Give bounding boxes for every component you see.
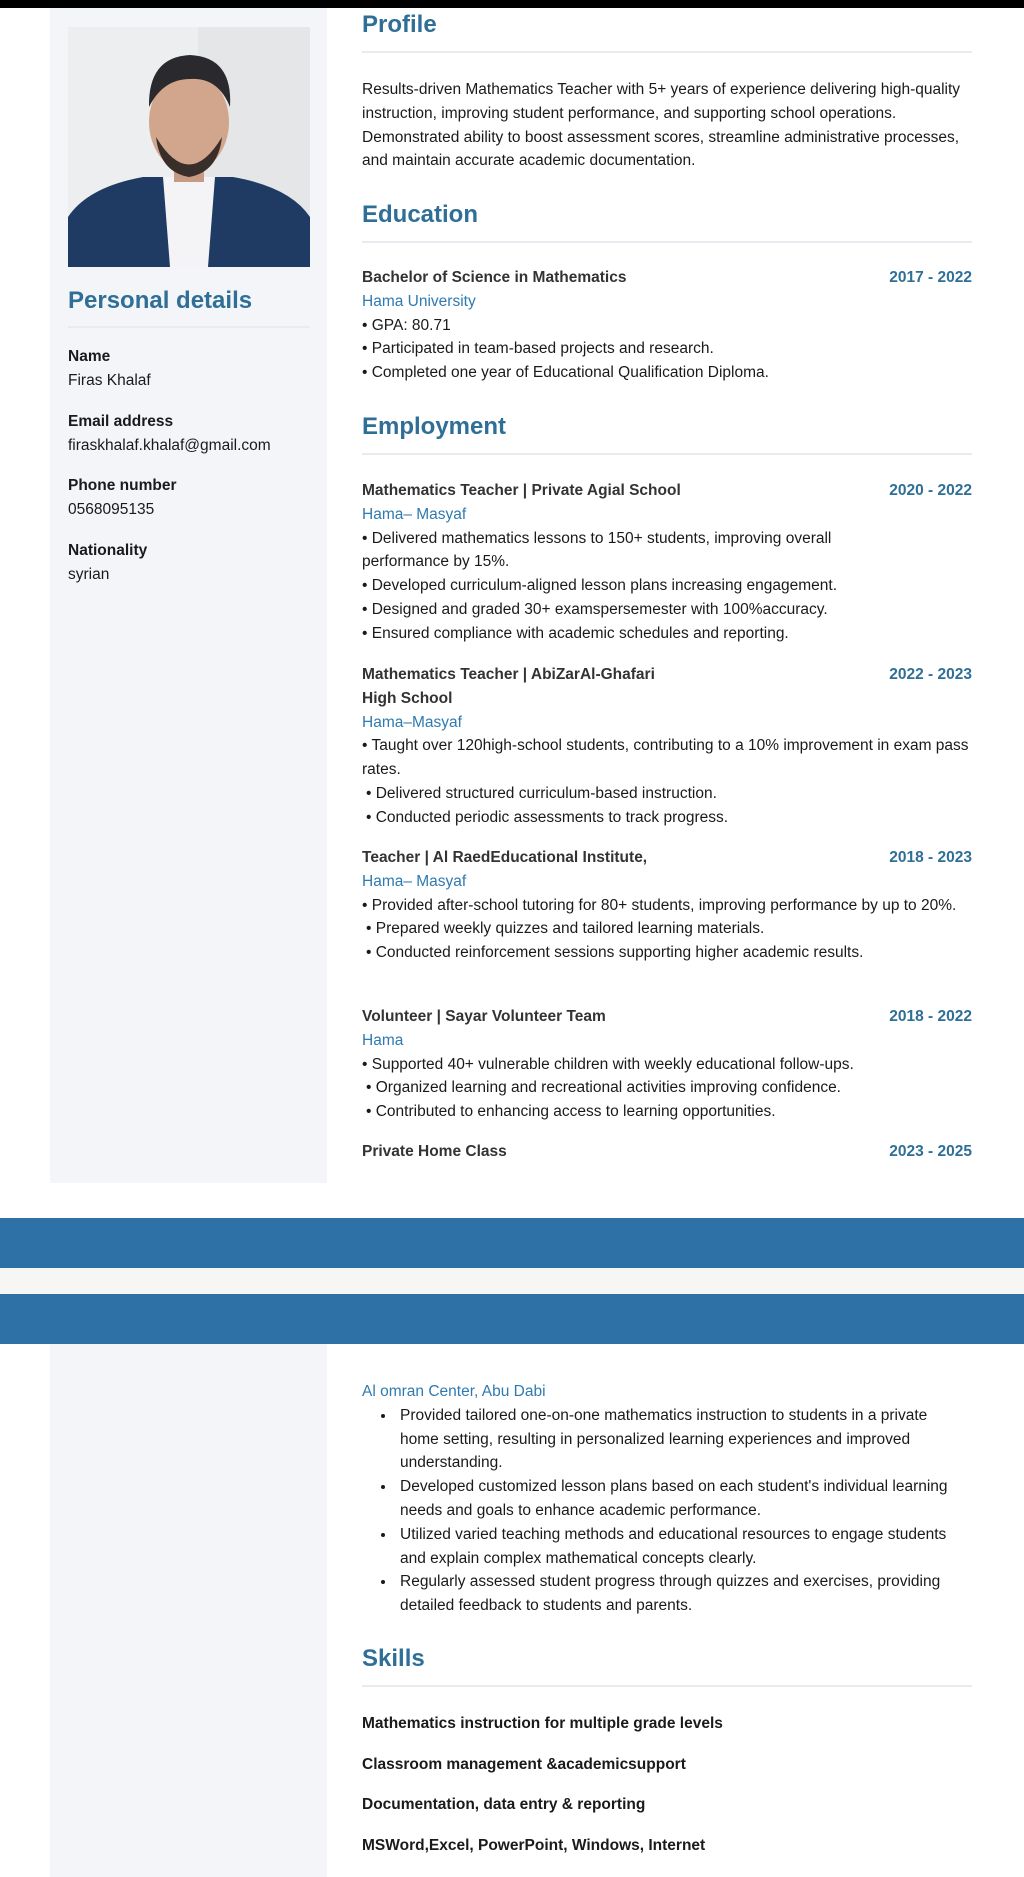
bullet: • Organized learning and recreational activities improving confidence. — [366, 1079, 841, 1097]
bullet: • Completed one year of Educational Qualification Diploma. — [362, 364, 769, 382]
job-entry — [362, 1005, 972, 1124]
job-title: Private Home Class — [362, 1143, 507, 1160]
field-email — [68, 410, 318, 475]
field-label: Email address — [68, 412, 174, 430]
divider — [362, 51, 972, 53]
field-value[interactable]: firaskhalaf.khalaf@gmail.com — [68, 436, 271, 454]
education-entry — [362, 266, 972, 385]
employment-heading: Employment — [362, 413, 507, 440]
bullet: • Provided after-school tutoring for 80+ students, improving performance by up to 20%. — [362, 896, 957, 914]
bullet: • Delivered structured curriculum-based instruction. — [366, 784, 717, 802]
sidebar-page2 — [50, 1344, 327, 1877]
bullet: • Utilized varied teaching methods and educational resources to engage students and explain complex mathematical concepts clearly. — [396, 1523, 962, 1571]
job-dates: 2022 - 2023 — [889, 666, 972, 683]
field-label: Phone number — [68, 477, 177, 494]
skills-heading: Skills — [362, 1645, 425, 1672]
page-break-band — [0, 1294, 1024, 1344]
bullet: • Provided tailored one-on-one mathematics instruction to students in a private home setting, resulting in personalized learning experiences and improved understanding. — [396, 1404, 962, 1475]
skill-item: MSWord,Excel, PowerPoint, Windows, Internet — [362, 1837, 706, 1855]
bullet: • Regularly assessed student progress through quizzes and exercises, providing detailed feedback to students and parents. — [396, 1570, 962, 1618]
job-location: Al omran Center, Abu Dabi — [362, 1383, 546, 1400]
bullet: • Contributed to enhancing access to learning opportunities. — [366, 1103, 776, 1121]
job-title: Mathematics Teacher | Private Agial School — [362, 482, 681, 499]
education-heading: Education — [362, 201, 479, 228]
bullet: • Prepared weekly quizzes and tailored learning materials. — [366, 920, 765, 938]
field-name — [68, 345, 318, 410]
personal-details-heading: Personal details — [68, 287, 253, 314]
personal-details-list — [68, 345, 318, 603]
job-entry — [362, 663, 972, 830]
field-value: Firas Khalaf — [68, 372, 151, 389]
job-location: Hama–Masyaf — [362, 713, 462, 731]
entry-dates: 2017 - 2022 — [889, 269, 972, 286]
bullet: • Developed customized lesson plans based on each student's individual learning needs and goals to enhance academic performance. — [396, 1475, 962, 1523]
divider — [68, 326, 310, 328]
profile-summary: Results-driven Mathematics Teacher with 5+ years of experience delivering high-quality instruction, improving student performance, and supporting school operations. Demonstrated ability to boost assessment scores, streamline administrative processes, and maintain accurate academic documentation. — [362, 81, 961, 170]
bullet: • Conducted reinforcement sessions supporting higher academic results. — [366, 944, 864, 962]
job-entry — [362, 1140, 972, 1164]
profile-heading: Profile — [362, 11, 437, 38]
entry-location: Hama University — [362, 292, 476, 310]
bullet: • Delivered mathematics lessons to 150+ students, improving overall performance by 15%. — [362, 529, 832, 571]
bullet: • Taught over 120high-school students, contributing to a 10% improvement in exam pass rates. — [362, 737, 969, 779]
bullet: • GPA: 80.71 — [362, 316, 451, 334]
top-bar — [0, 0, 1024, 8]
bullet: • Ensured compliance with academic schedules and reporting. — [362, 624, 789, 642]
entry-title: Bachelor of Science in Mathematics — [362, 269, 627, 286]
job-dates: 2023 - 2025 — [889, 1143, 972, 1160]
skill-item: Documentation, data entry & reporting — [362, 1796, 646, 1814]
job-location: Hama– Masyaf — [362, 872, 467, 890]
divider — [362, 241, 972, 243]
page-break-band — [0, 1218, 1024, 1268]
divider — [362, 453, 972, 455]
field-label: Nationality — [68, 541, 148, 559]
job-title: Teacher | Al RaedEducational Institute, — [362, 849, 648, 866]
job-title: Volunteer | Sayar Volunteer Team — [362, 1008, 606, 1025]
skill-item: Mathematics instruction for multiple grade levels — [362, 1715, 723, 1732]
page-gap — [0, 1268, 1024, 1294]
job-dates: 2018 - 2022 — [889, 1008, 972, 1025]
skills-list — [362, 1712, 972, 1875]
job-entry-continued — [362, 1380, 972, 1618]
job-title-cont: High School — [362, 689, 453, 707]
skill-item: Classroom management &academicsupport — [362, 1755, 686, 1773]
bullet: • Supported 40+ vulnerable children with weekly educational follow-ups. — [362, 1055, 854, 1073]
profile-photo — [68, 27, 310, 267]
job-location: Hama — [362, 1031, 404, 1049]
job-title: Mathematics Teacher | AbiZarAl-Ghafari — [362, 666, 655, 683]
job-dates: 2018 - 2023 — [889, 849, 972, 866]
field-value: syrian — [68, 565, 110, 583]
field-value: 0568095135 — [68, 501, 155, 518]
field-nationality — [68, 539, 318, 604]
bullet: • Developed curriculum-aligned lesson plans increasing engagement. — [362, 577, 838, 595]
job-dates: 2020 - 2022 — [889, 482, 972, 499]
bullet: • Participated in team-based projects and research. — [362, 340, 714, 358]
job-entry — [362, 479, 972, 646]
job-location: Hama– Masyaf — [362, 505, 467, 523]
bullet: • Designed and graded 30+ examspersemester with 100%accuracy. — [362, 600, 828, 618]
bullet: • Conducted periodic assessments to track progress. — [366, 808, 729, 826]
field-label: Name — [68, 348, 111, 365]
divider — [362, 1685, 972, 1687]
field-phone — [68, 474, 318, 539]
job-entry — [362, 846, 972, 965]
